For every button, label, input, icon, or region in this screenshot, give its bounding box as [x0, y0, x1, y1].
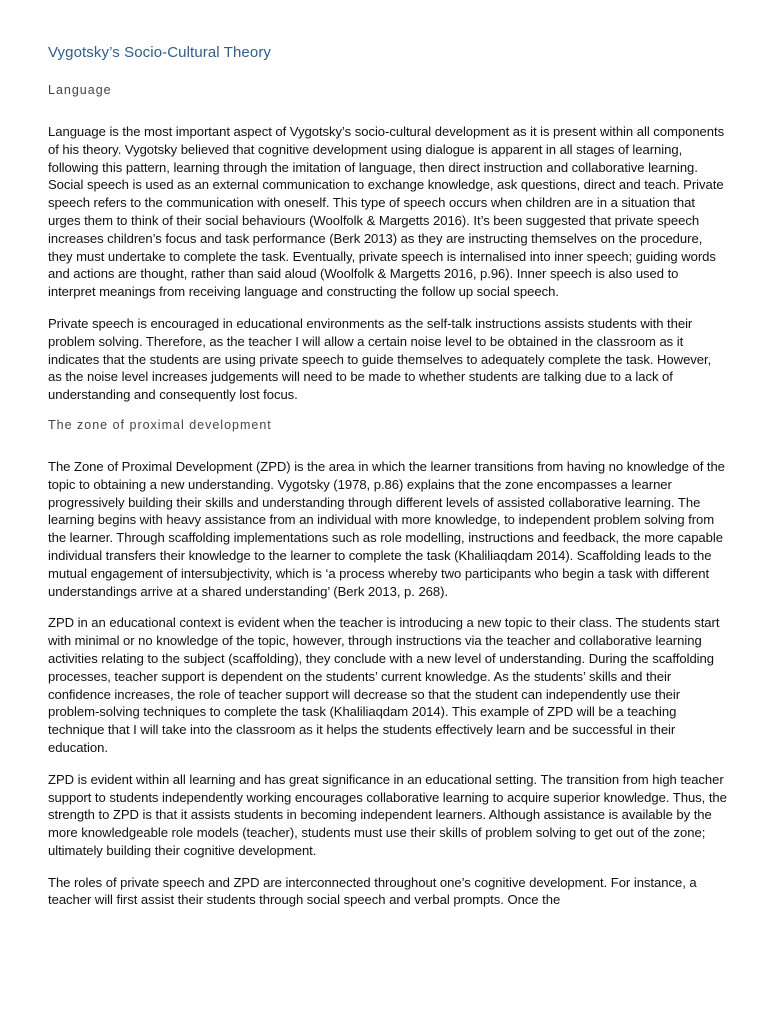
- section-heading-language: Language: [48, 83, 112, 97]
- paragraph: Private speech is encouraged in educational environments as the self-talk instructions assists students with their problem solving. Therefore, as the teacher I will allow a certain noise level to be obtained in the classroom as it indicates that the students are using private speech to guide themselves to adequately complete the task. However, as the noise level increases judgements will need to be made to whether students are talking due to a lack of understanding and consequently lost focus.: [48, 315, 712, 403]
- paragraph: ZPD is evident within all learning and has great significance in an educational setting. The transition from high teacher support to students independently working encourages collaborative learning to acquire superior knowledge. Thus, the strength to ZPD is that it assists students in becoming independent learners. Although assistance is available by the more knowledgeable role models (teacher), students must use their skills of problem solving to get out of the zone; ultimately building their cognitive development.: [48, 771, 727, 858]
- document-title: Vygotsky’s Socio-Cultural Theory: [48, 44, 272, 61]
- section-zpd: [48, 418, 728, 909]
- paragraph: Language is the most important aspect of Vygotsky’s socio-cultural development as it is present within all components of his theory. Vygotsky believed that cognitive development using dialogue is apparent in all stages of learning, following this pattern, learning through the imitation of language, then direct instruction and collaborative learning. Social speech is used as an external communication to exchange knowledge, ask questions, direct and teach. Private speech refers to the communication with oneself. This type of speech occurs when children are in a situation that urges them to think of their social behaviours (Woolfolk & Margetts 2016). It’s been suggested that private speech increases children’s focus and task performance (Berk 2013) as they are instructing themselves on the procedure, they must undertake to complete the task. Eventually, private speech is internalised into inner speech; guiding words and actions are thought, rather than said aloud (Woolfolk & Margetts 2016, p.96). Inner speech is also used to interpret meanings from receiving language and constructing the follow up social speech.: [48, 124, 725, 300]
- section-language: [48, 83, 728, 404]
- section-heading-zpd: The zone of proximal development: [48, 417, 272, 432]
- paragraph: ZPD in an educational context is evident when the teacher is introducing a new topic to their class. The students start with minimal or no knowledge of the topic, however, through instructions via the teacher and collaborative learning activities relating to the subject (scaffolding), they conclude with a new level of understanding. During the scaffolding processes, teacher support is dependent on the students’ current knowledge. As the students’ skills and their confidence increases, the role of teacher support will decrease so that the student can independently use their problem-solving techniques to complete the task (Khaliliaqdam 2014). This example of ZPD will be a teaching technique that I will take into the classroom as it helps the students effectively learn and be successful in their education.: [48, 615, 720, 755]
- paragraph: The Zone of Proximal Development (ZPD) is the area in which the learner transitions from having no knowledge of the topic to obtaining a new understanding. Vygotsky (1978, p.86) explains that the zone encompasses a learner progressively building their skills and understanding through different levels of assisted collaborative learning. The learning begins with heavy assistance from an individual with more knowledge, to independent problem solving from the learner. Through scaffolding implementations such as role modelling, instructions and feedback, the more capable individual transfers their knowledge to the learner to complete the task (Khaliliaqdam 2014). Scaffolding leads to the mutual engagement of intersubjectivity, which is ‘a process whereby two participants who begin a task with different understandings arrive at a shared understanding’ (Berk 2013, p. 268).: [48, 458, 725, 599]
- paragraph: The roles of private speech and ZPD are interconnected throughout one’s cognitive development. For instance, a teacher will first assist their students through social speech and verbal prompts. Once the: [48, 874, 697, 908]
